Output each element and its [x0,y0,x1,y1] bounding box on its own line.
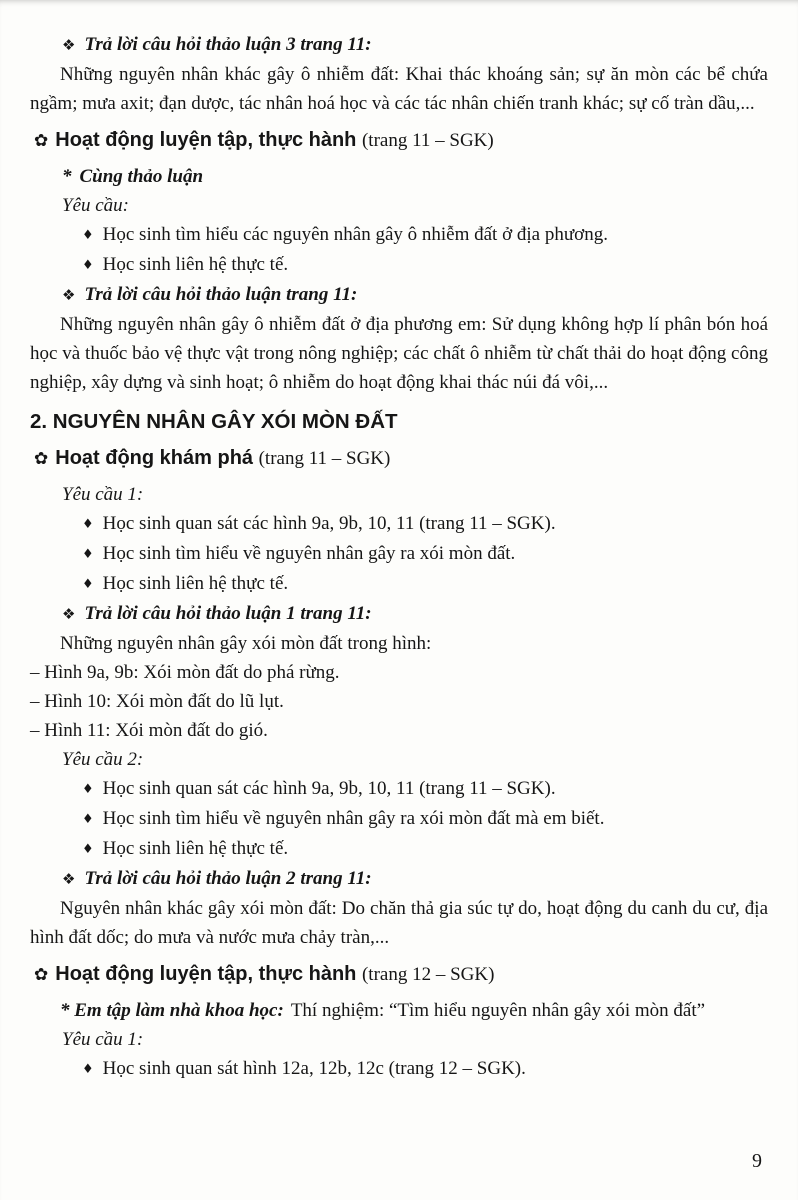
activity-page-ref: (trang 12 – SGK) [361,964,495,985]
answer-heading [62,30,768,60]
list-item-text: Học sinh liên hệ thực tế. [102,573,289,594]
page-number: 9 [752,1150,762,1172]
list-item-text: Học sinh quan sát các hình 9a, 9b, 10, 11 (trang 11 – SGK). [102,513,556,534]
activity-page-ref: (trang 11 – SGK) [361,130,494,151]
list-item [82,509,768,539]
list-item [82,1054,768,1084]
diamond-bullet-icon: ♦ [82,812,94,827]
diamond-bullet-icon: ♦ [82,547,94,562]
list-item-text: Học sinh liên hệ thực tế. [102,838,289,859]
list-item [82,804,768,834]
experiment-paragraph [30,996,768,1025]
diamond-bullet-icon: ♦ [82,1062,94,1077]
activity-title: Hoạt động luyện tập, thực hành [55,963,357,985]
activity-title: Hoạt động luyện tập, thực hành [55,129,357,151]
list-item [82,250,768,280]
experiment-lead: * Em tập làm nhà khoa học: [60,1000,284,1021]
diamond-cluster-icon: ❖ [62,286,76,304]
paragraph: Những nguyên nhân khác gây ô nhiễm đất: Khai thác khoáng sản; sự ăn mòn các bể chứa ngầm; mưa axit; đạn dược, tác nhân hoá học và các tác nhân chiến tranh khác; sự cố tràn dầu,... [30,64,768,114]
paragraph: Những nguyên nhân gây xói mòn đất trong hình: [60,633,432,654]
answer-heading-text: Trả lời câu hỏi thảo luận 1 trang 11: [84,603,372,624]
answer-heading [62,280,768,310]
list-item-text: Học sinh tìm hiểu về nguyên nhân gây ra xói mòn đất mà em biết. [102,808,605,829]
sub-heading-text: Cùng thảo luận [79,166,204,187]
flower-icon: ✿ [34,965,49,985]
answer-heading-text: Trả lời câu hỏi thảo luận trang 11: [84,284,358,305]
diamond-bullet-icon: ♦ [82,842,94,857]
paragraph: Nguyên nhân khác gây xói mòn đất: Do chăn thả gia súc tự do, hoạt động du canh du cư, địa hình đất dốc; do mưa và nước mưa chảy tràn,... [30,898,768,948]
answer-heading-text: Trả lời câu hỏi thảo luận 3 trang 11: [84,34,372,55]
flower-icon: ✿ [34,449,49,469]
sub-heading [62,162,768,191]
list-item [82,834,768,864]
answer-heading [62,599,768,629]
answer-heading [62,864,768,894]
list-item-text: Học sinh tìm hiểu về nguyên nhân gây ra xói mòn đất. [102,543,516,564]
list-item-text: Học sinh quan sát các hình 9a, 9b, 10, 11 (trang 11 – SGK). [102,778,556,799]
diamond-bullet-icon: ♦ [82,228,94,243]
activity-heading [34,960,768,990]
activity-page-ref: (trang 11 – SGK) [258,448,391,469]
list-item [82,569,768,599]
diamond-bullet-icon: ♦ [82,517,94,532]
diamond-cluster-icon: ❖ [62,870,76,888]
list-item [82,774,768,804]
list-item-text: Học sinh quan sát hình 12a, 12b, 12c (trang 12 – SGK). [102,1058,526,1079]
dash-item: – Hình 11: Xói mòn đất do gió. [30,720,268,741]
activity-heading [34,126,768,156]
section-heading: 2. NGUYÊN NHÂN GÂY XÓI MÒN ĐẤT [30,410,398,433]
diamond-bullet-icon: ♦ [82,258,94,273]
list-item [82,220,768,250]
activity-heading [34,444,768,474]
requirement-label: Yêu cầu 1: [62,1029,144,1050]
diamond-cluster-icon: ❖ [62,605,76,623]
list-item-text: Học sinh liên hệ thực tế. [102,254,289,275]
list-item [82,539,768,569]
requirement-label: Yêu cầu: [62,195,130,216]
answer-heading-text: Trả lời câu hỏi thảo luận 2 trang 11: [84,868,372,889]
paragraph: Những nguyên nhân gây ô nhiễm đất ở địa phương em: Sử dụng không hợp lí phân bón hoá học và thuốc bảo vệ thực vật trong nông nghiệp; các chất ô nhiễm từ chất thải do hoạt động công nghiệp, xây dựng và sinh hoạt; ô nhiễm do hoạt động khai thác núi đá vôi,... [30,314,768,393]
requirement-label: Yêu cầu 1: [62,484,144,505]
activity-title: Hoạt động khám phá [55,447,254,469]
experiment-text: Thí nghiệm: “Tìm hiểu nguyên nhân gây xói mòn đất” [290,1000,706,1021]
dash-item: – Hình 9a, 9b: Xói mòn đất do phá rừng. [30,662,340,683]
diamond-cluster-icon: ❖ [62,36,76,54]
requirement-label: Yêu cầu 2: [62,749,144,770]
diamond-bullet-icon: ♦ [82,782,94,797]
dash-item: – Hình 10: Xói mòn đất do lũ lụt. [30,691,284,712]
asterisk-icon: * [62,166,72,187]
list-item-text: Học sinh tìm hiểu các nguyên nhân gây ô nhiễm đất ở địa phương. [102,224,608,245]
flower-icon: ✿ [34,131,49,151]
diamond-bullet-icon: ♦ [82,577,94,592]
